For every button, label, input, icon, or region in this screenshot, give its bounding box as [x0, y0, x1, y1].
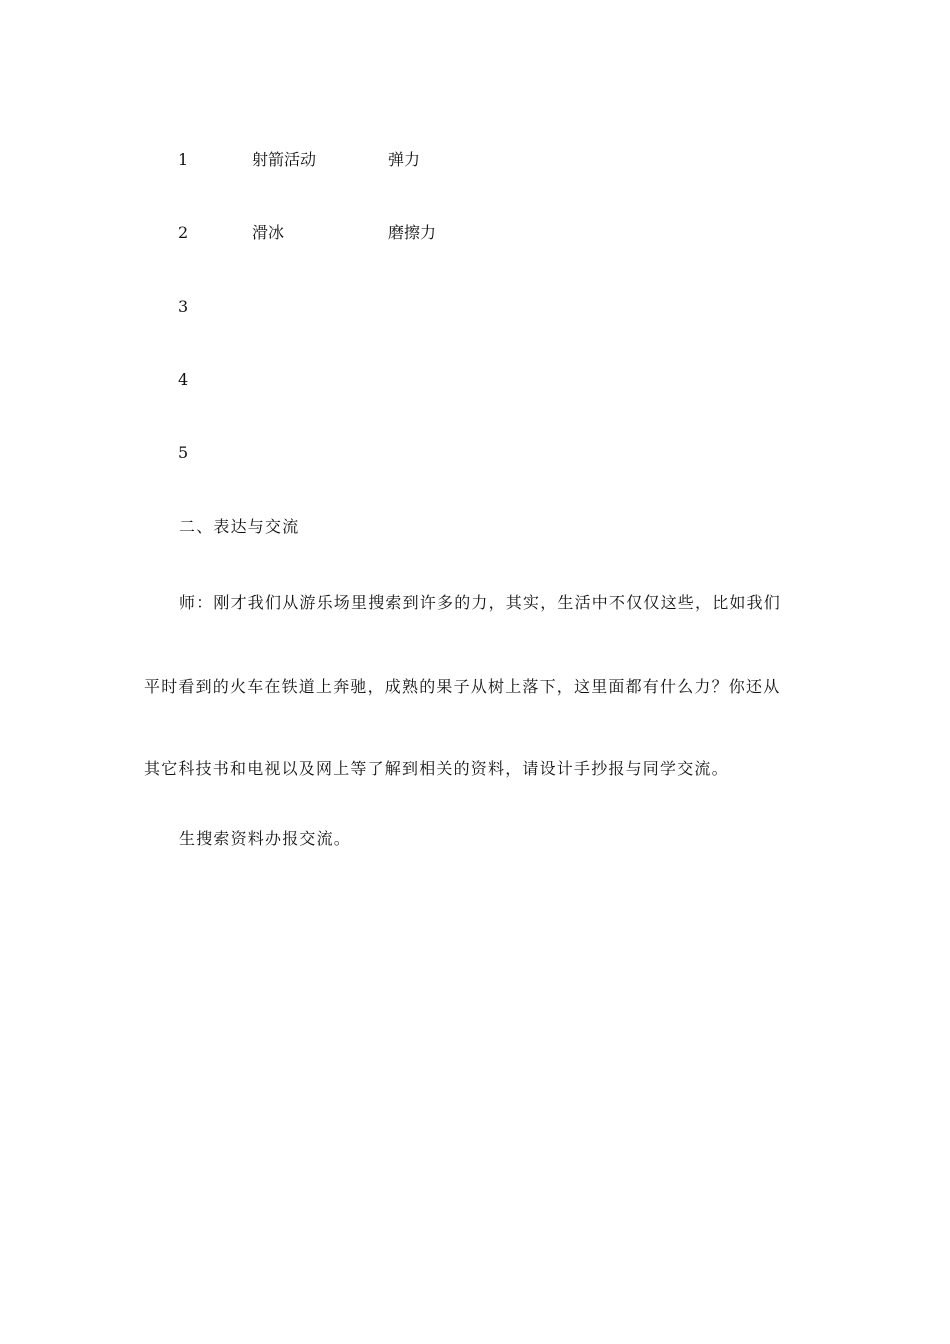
section-heading: 二、表达与交流	[179, 517, 300, 536]
force-cell: 磨擦力	[388, 223, 437, 242]
teacher-paragraph-line: 师：刚才我们从游乐场里搜索到许多的力，其实，生活中不仅仅这些，比如我们	[179, 593, 782, 612]
row-number: 3	[178, 297, 189, 316]
row-number: 5	[178, 443, 189, 462]
student-paragraph: 生搜索资料办报交流。	[179, 829, 352, 848]
teacher-paragraph-line: 其它科技书和电视以及网上等了解到相关的资料，请设计手抄报与同学交流。	[144, 759, 729, 778]
row-number: 2	[178, 223, 189, 242]
row-number: 4	[178, 370, 189, 389]
teacher-paragraph-line: 平时看到的火车在铁道上奔驰，成熟的果子从树上落下，这里面都有什么力？你还从	[144, 677, 781, 696]
row-number: 1	[178, 150, 189, 169]
force-cell: 弹力	[388, 150, 421, 169]
activity-cell: 射箭活动	[252, 150, 317, 169]
activity-cell: 滑冰	[252, 223, 285, 242]
